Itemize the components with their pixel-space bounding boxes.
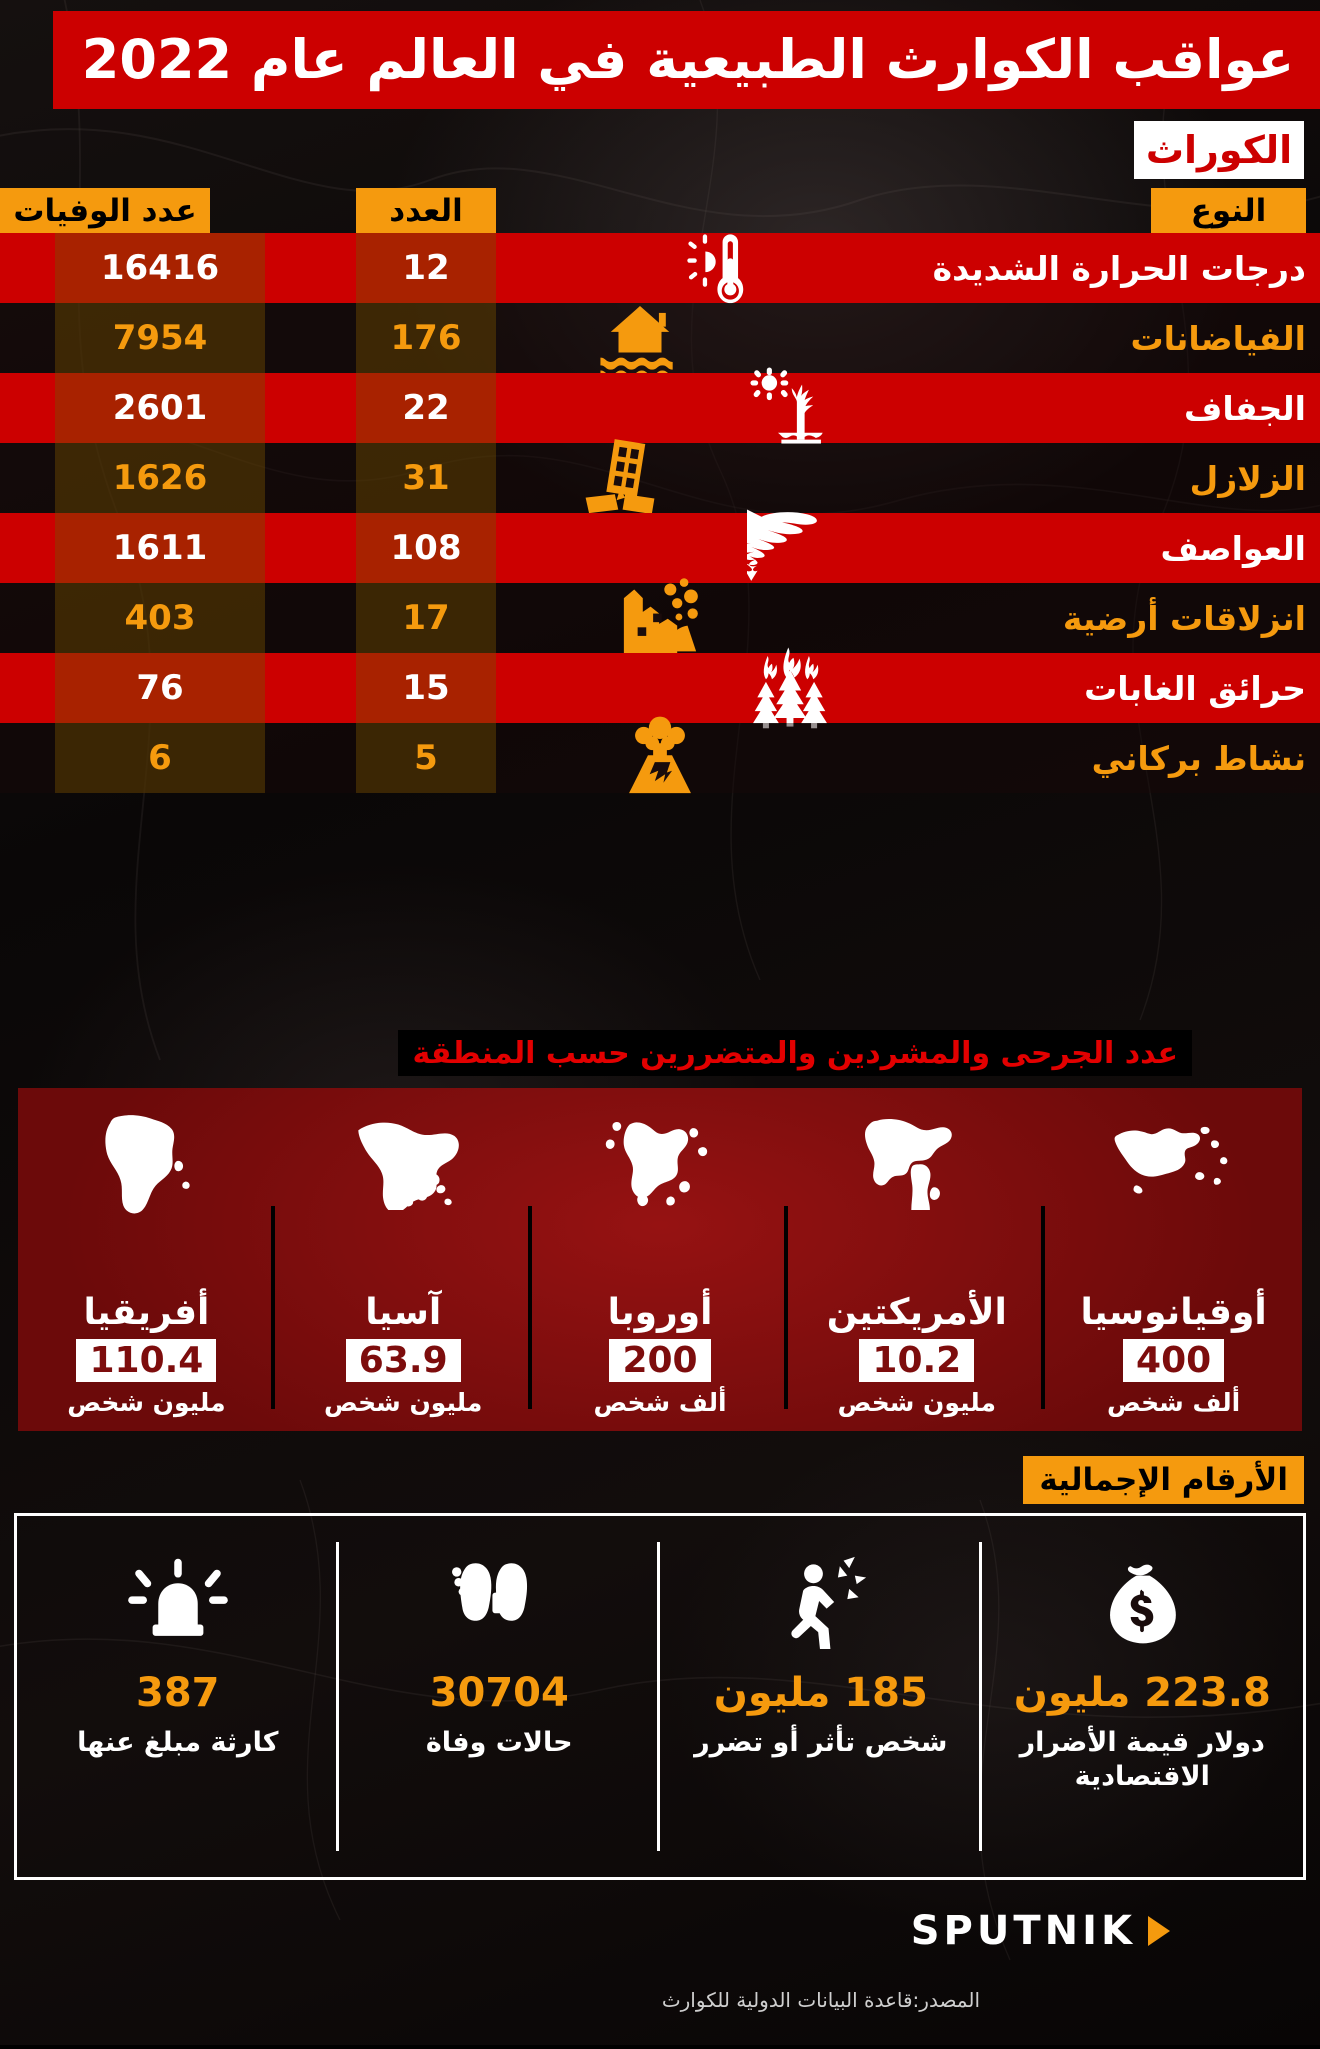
asia-map-icon — [275, 1098, 532, 1226]
drought-sun-icon — [730, 357, 850, 457]
regions-section-title-label: عدد الجرحى والمشردين والمتضررين حسب المنطقة — [412, 1035, 1178, 1071]
oceania-map-icon — [1045, 1098, 1302, 1226]
region-card — [1045, 1088, 1302, 1431]
source-note: المصدر:قاعدة البيانات الدولية للكوارث — [661, 1988, 980, 2012]
region-name: آسيا — [365, 1292, 442, 1333]
row-deaths: 403 — [55, 583, 265, 653]
page-title-bar — [53, 11, 1320, 109]
column-header-count: العدد — [356, 188, 496, 233]
region-name: الأمريكتين — [826, 1292, 1007, 1333]
row-count: 5 — [356, 723, 496, 793]
page-title: عواقب الكوارث الطبيعية في العالم عام 2022 — [81, 28, 1295, 91]
row-type: نشاط بركاني — [1091, 738, 1306, 778]
row-count: 22 — [356, 373, 496, 443]
row-type: حرائق الغابات — [1084, 668, 1306, 708]
region-card — [275, 1088, 532, 1431]
row-deaths: 1611 — [55, 513, 265, 583]
row-deaths: 1626 — [55, 443, 265, 513]
row-count: 17 — [356, 583, 496, 653]
row-type: العواصف — [1160, 528, 1306, 568]
earthquake-building-icon — [560, 427, 680, 527]
total-card — [982, 1516, 1304, 1877]
sputnik-arrow-icon — [1148, 1916, 1170, 1946]
region-unit: مليون شخص — [837, 1388, 996, 1417]
region-value: 200 — [609, 1339, 710, 1382]
total-value: 387 — [136, 1670, 220, 1716]
regions-panel — [18, 1088, 1302, 1431]
wildfire-trees-icon — [730, 637, 850, 737]
region-value: 110.4 — [76, 1339, 216, 1382]
landslide-icon — [600, 567, 720, 667]
flood-house-icon — [580, 287, 700, 387]
money-bag-icon — [1095, 1540, 1189, 1664]
region-card — [532, 1088, 789, 1431]
total-label: شخص تأثر أو تضرر — [694, 1727, 948, 1758]
totals-panel — [14, 1513, 1306, 1880]
table-row — [0, 723, 1320, 793]
total-value: 185 مليون — [713, 1670, 928, 1716]
row-deaths: 2601 — [55, 373, 265, 443]
region-unit: ألف شخص — [593, 1388, 727, 1417]
total-value: 223.8 مليون — [1013, 1670, 1271, 1716]
row-type: الجفاف — [1184, 388, 1306, 428]
table-row — [0, 583, 1320, 653]
row-type: الزلازل — [1189, 458, 1306, 498]
row-deaths: 7954 — [55, 303, 265, 373]
disasters-badge-label: الكوراث — [1145, 128, 1293, 172]
sputnik-wordmark: SPUTNIK — [910, 1908, 1136, 1954]
sputnik-logo — [911, 1908, 1170, 1954]
region-card — [18, 1088, 275, 1431]
alarm-siren-icon — [126, 1540, 230, 1664]
total-card — [339, 1516, 661, 1877]
region-unit: مليون شخص — [67, 1388, 226, 1417]
morgue-feet-icon — [447, 1540, 551, 1664]
total-card — [660, 1516, 982, 1877]
table-body — [0, 233, 1320, 793]
regions-section-title — [398, 1030, 1192, 1076]
row-count: 31 — [356, 443, 496, 513]
region-name: أوقيانوسيا — [1080, 1292, 1267, 1333]
total-card — [17, 1516, 339, 1877]
row-type: درجات الحرارة الشديدة — [932, 248, 1306, 288]
injured-person-icon — [774, 1540, 868, 1664]
region-value: 63.9 — [346, 1339, 461, 1382]
row-count: 176 — [356, 303, 496, 373]
row-deaths: 76 — [55, 653, 265, 723]
total-label: حالات وفاة — [425, 1727, 573, 1758]
row-count: 108 — [356, 513, 496, 583]
americas-map-icon — [788, 1098, 1045, 1226]
row-deaths: 6 — [55, 723, 265, 793]
table-row — [0, 303, 1320, 373]
column-header-deaths: عدد الوفيات — [0, 188, 210, 233]
totals-section-title-label: الأرقام الإجمالية — [1039, 1462, 1288, 1498]
region-unit: ألف شخص — [1107, 1388, 1241, 1417]
column-header-type: النوع — [1151, 188, 1306, 233]
row-type: انزلاقات أرضية — [1062, 598, 1306, 638]
row-deaths: 16416 — [55, 233, 265, 303]
row-count: 12 — [356, 233, 496, 303]
tornado-icon — [730, 497, 850, 597]
total-label: دولار قيمة الأضرار الاقتصادية — [1019, 1727, 1265, 1792]
disasters-table — [0, 188, 1320, 793]
africa-map-icon — [18, 1098, 275, 1226]
totals-section-title — [1023, 1456, 1304, 1504]
region-card — [788, 1088, 1045, 1431]
region-name: أوروبا — [607, 1292, 713, 1333]
total-value: 30704 — [429, 1670, 569, 1716]
region-value: 400 — [1123, 1339, 1224, 1382]
row-type: الفياضانات — [1130, 318, 1306, 358]
volcano-icon — [600, 707, 720, 807]
disasters-badge — [1134, 121, 1304, 179]
region-name: أفريقيا — [83, 1292, 210, 1333]
row-count: 15 — [356, 653, 496, 723]
europe-map-icon — [532, 1098, 789, 1226]
total-label: كارثة مبلغ عنها — [77, 1727, 279, 1758]
table-row — [0, 443, 1320, 513]
region-value: 10.2 — [859, 1339, 974, 1382]
region-unit: مليون شخص — [324, 1388, 483, 1417]
